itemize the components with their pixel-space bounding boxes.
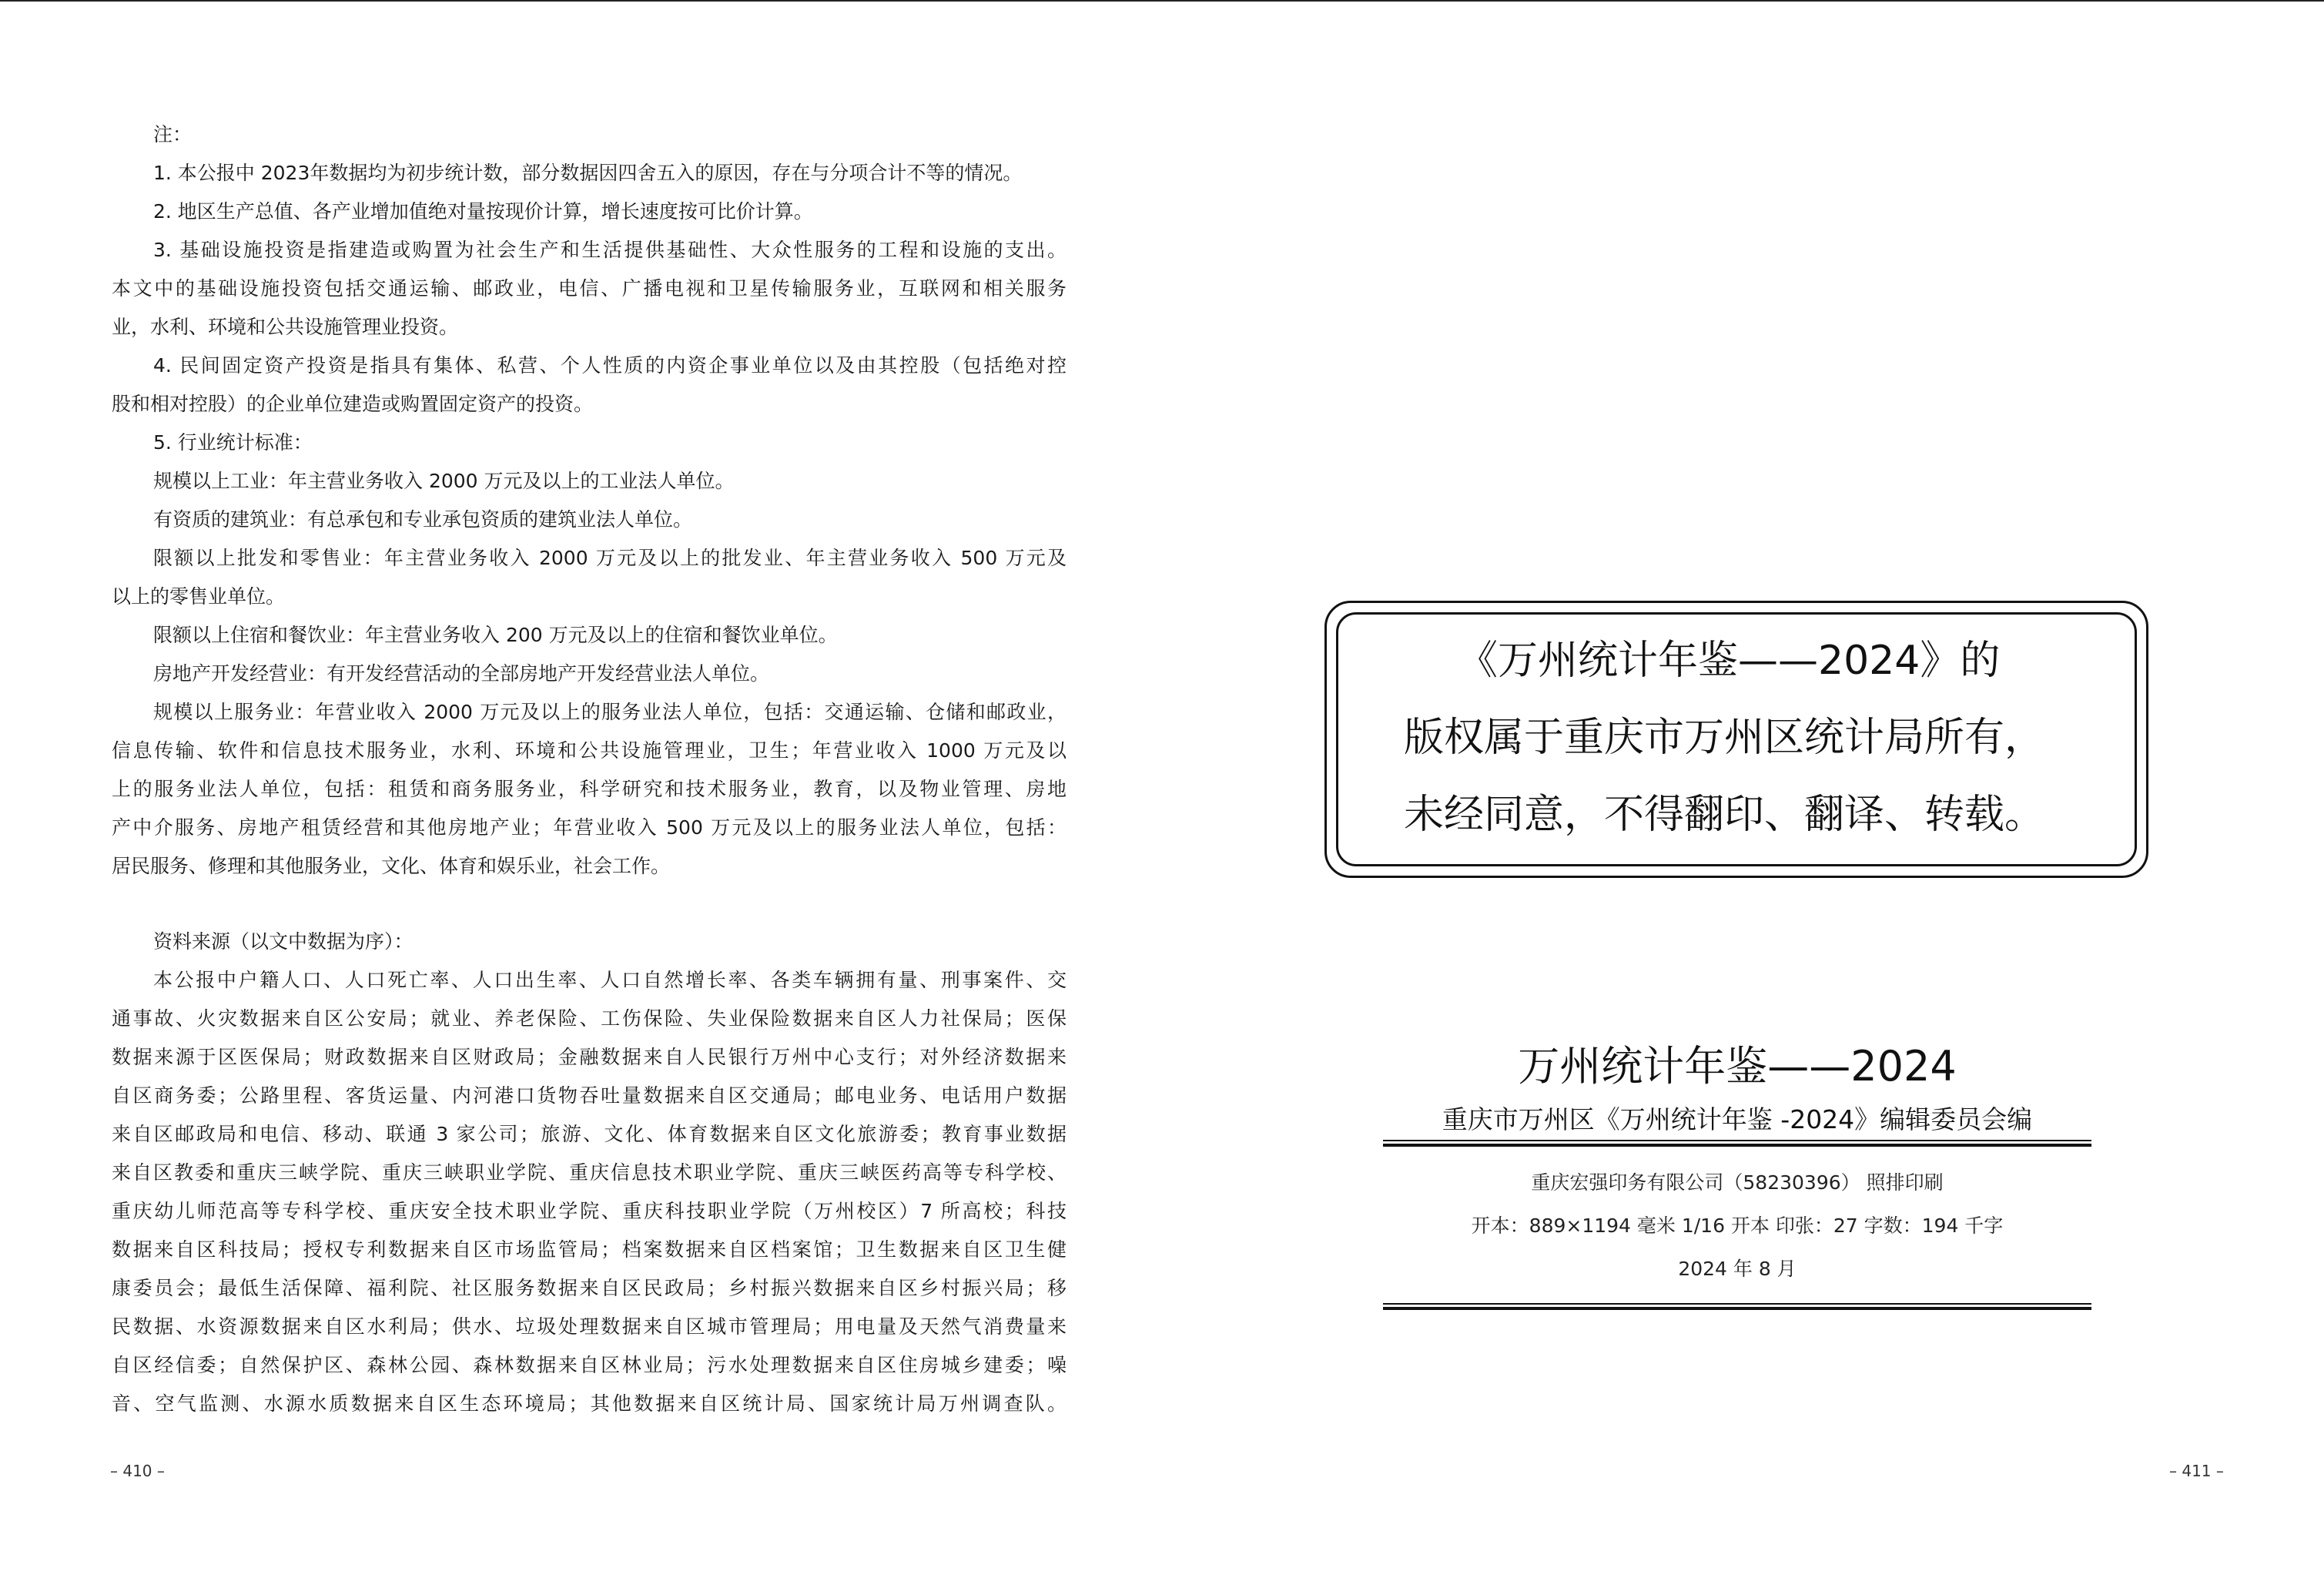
note-4-cont: 股和相对控股）的企业单位建造或购置固定资产的投资。	[112, 393, 594, 415]
note-3-cont: 业，水利、环境和公共设施管理业投资。	[112, 316, 459, 338]
copyright-line-3: 未经同意，不得翻印、翻译、转载。	[1404, 792, 2045, 838]
note-2: 2. 地区生产总值、各产业增加值绝对量按现价计算，增长速度按可比价计算。	[153, 200, 813, 223]
sources-paragraph: 本公报中户籍人口、人口死亡率、人口出生率、人口自然增长率、各类车辆拥有量、刑事案件、交	[153, 969, 1067, 991]
colophon-title: 万州统计年鉴——2024	[1518, 1042, 1957, 1090]
standard-hospitality: 限额以上住宿和餐饮业：年主营业务收入 200 万元及以上的住宿和餐饮业单位。	[153, 624, 838, 646]
note-1: 1. 本公报中 2023年数据均为初步统计数，部分数据因四舍五入的原因，存在与分项合计不等的情况。	[153, 162, 1023, 184]
sources-paragraph-cont	[112, 1423, 1067, 1462]
colophon-rule-bottom	[1383, 1303, 2091, 1311]
sources-paragraph-cont: 自区商务委；公路里程、客货运量、内河港口货物吞吐量数据来自区交通局；邮电业务、电话用户数据	[112, 1084, 1067, 1107]
standard-services-cont: 居民服务、修理和其他服务业，文化、体育和娱乐业，社会工作。	[112, 855, 671, 877]
sources-paragraph-cont: 重庆幼儿师范高等专科学校、重庆安全技术职业学院、重庆科技职业学院（万州校区）7 所高校；科技	[112, 1200, 1067, 1222]
standard-services-cont: 信息传输、软件和信息技术服务业，水利、环境和公共设施管理业，卫生；年营业收入 1000 万元及以	[112, 739, 1067, 762]
sources-paragraph-cont: 康委员会；最低生活保障、福利院、社区服务数据来自区民政局；乡村振兴数据来自区乡村振兴局；移	[112, 1277, 1067, 1299]
standard-wholesale-retail: 限额以上批发和零售业：年主营业务收入 2000 万元及以上的批发业、年主营业务收入 500 万元及	[153, 547, 1067, 569]
standard-wholesale-retail-cont: 以上的零售业单位。	[112, 585, 286, 608]
colophon-format: 开本：889×1194 毫米 1/16 开本 印张：27 字数：194 千字	[1471, 1214, 2004, 1237]
note-3: 3. 基础设施投资是指建造或购置为社会生产和生活提供基础性、大众性服务的工程和设施的支出。	[153, 239, 1067, 261]
sources-paragraph-cont: 自区经信委；自然保护区、森林公园、森林数据来自区林业局；污水处理数据来自区住房城乡建委；噪	[112, 1354, 1067, 1376]
note-3-cont: 本文中的基础设施投资包括交通运输、邮政业，电信、广播电视和卫星传输服务业，互联网和相关服务	[112, 277, 1067, 300]
page-number-right: – 411 –	[2169, 1462, 2224, 1480]
sources-paragraph-cont: 数据来源于区医保局；财政数据来自区财政局；金融数据来自人民银行万州中心支行；对外经济数据来	[112, 1046, 1067, 1068]
sources-paragraph-cont: 数据来自区科技局；授权专利数据来自区市场监管局；档案数据来自区档案馆；卫生数据来自区卫生健	[112, 1238, 1067, 1261]
standard-services: 规模以上服务业：年营业收入 2000 万元及以上的服务业法人单位，包括：交通运输、仓储和邮政业，	[153, 701, 1067, 723]
sources-paragraph-cont: 来自区教委和重庆三峡学院、重庆三峡职业学院、重庆信息技术职业学院、重庆三峡医药高等专科学校、	[112, 1161, 1067, 1184]
copyright-notice-box	[1324, 601, 2148, 878]
colophon-printer: 重庆宏强印务有限公司（58230396） 照排印刷	[1531, 1171, 1944, 1194]
top-border-rule	[0, 0, 2324, 2]
sources-paragraph-cont: 音、空气监测、水源水质数据来自区生态环境局；其他数据来自区统计局、国家统计局万州调查队。	[112, 1392, 1067, 1415]
standard-services-cont: 产中介服务、房地产租赁经营和其他房地产业；年营业收入 500 万元及以上的服务业法人单位，包括：	[112, 816, 1067, 839]
colophon-date: 2024 年 8 月	[1678, 1258, 1797, 1280]
sources-paragraph-cont: 通事故、火灾数据来自区公安局；就业、养老保险、工伤保险、失业保险数据来自区人力社保局；医保	[112, 1007, 1067, 1030]
page-number-left: – 410 –	[110, 1462, 165, 1480]
note-4: 4. 民间固定资产投资是指具有集体、私营、个人性质的内资企事业单位以及由其控股（包括绝对控	[153, 354, 1067, 377]
notes-heading: 注：	[153, 123, 193, 146]
sources-paragraph-cont: 民数据、水资源数据来自区水利局；供水、垃圾处理数据来自区城市管理局；用电量及天然气消费量来	[112, 1315, 1067, 1338]
standard-services-cont: 上的服务业法人单位，包括：租赁和商务服务业，科学研究和技术服务业，教育，以及物业管理、房地	[112, 778, 1067, 800]
standard-real-estate: 房地产开发经营业：有开发经营活动的全部房地产开发经营业法人单位。	[153, 662, 770, 685]
left-page-text	[112, 116, 1067, 1462]
standard-construction: 有资质的建筑业：有总承包和专业承包资质的建筑业法人单位。	[153, 508, 693, 531]
copyright-line-1: 《万州统计年鉴——2024》的	[1458, 638, 2001, 684]
note-5: 5. 行业统计标准：	[153, 431, 313, 454]
sources-paragraph-cont: 来自区邮政局和电信、移动、联通 3 家公司；旅游、文化、体育数据来自区文化旅游委；教育事业数据	[112, 1123, 1067, 1145]
colophon-editor: 重庆市万州区《万州统计年鉴 -2024》编辑委员会编	[1442, 1104, 2033, 1134]
colophon-rule-top	[1383, 1140, 2091, 1147]
standard-industry: 规模以上工业：年主营业务收入 2000 万元及以上的工业法人单位。	[153, 470, 735, 492]
colophon	[1383, 1040, 2091, 1311]
copyright-line-2: 版权属于重庆市万州区统计局所有，	[1404, 715, 2045, 761]
sources-heading: 资料来源（以文中数据为序）：	[153, 930, 414, 953]
